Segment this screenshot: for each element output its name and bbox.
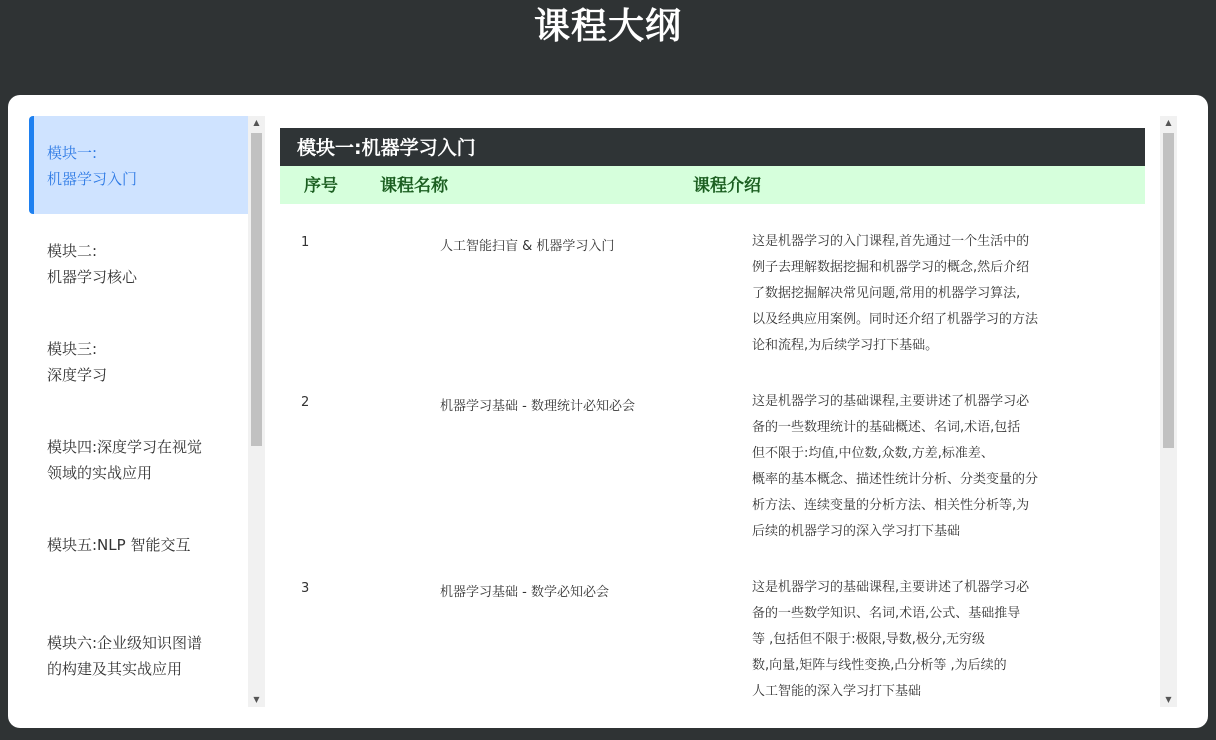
course-index: 1	[301, 235, 310, 250]
sidebar-scrollbar[interactable]	[248, 116, 265, 707]
sidebar-item-label: 深度学习	[47, 366, 108, 384]
sidebar-item-module-4[interactable]	[29, 410, 248, 508]
module-sidebar	[29, 116, 248, 707]
course-description: 这是机器学习的基础课程,主要讲述了机器学习必 备的一些数学知识、名词,术语,公式、基础推导 等 ,包括但不限于:极限,导数,极分,无穷级 数,向量,矩阵与线性变换,凸分析等 ,为后续的 人工智能的深入学习打下基础	[752, 580, 1030, 699]
course-name: 机器学习基础 - 数理统计必知必会	[440, 399, 635, 414]
sidebar-item-module-1[interactable]	[29, 116, 248, 214]
sidebar-item-label: 模块一:	[47, 144, 98, 162]
sidebar-item-module-6[interactable]	[29, 606, 248, 704]
sidebar-item-label: 模块六:企业级知识图谱	[47, 634, 203, 652]
sidebar-item-label: 机器学习入门	[47, 170, 138, 188]
sidebar-item-label: 机器学习核心	[47, 268, 138, 286]
column-header-name: 课程名称	[380, 176, 448, 196]
scroll-up-arrow-icon[interactable]: ▲	[253, 118, 260, 127]
course-description: 这是机器学习的基础课程,主要讲述了机器学习必 备的一些数理统计的基础概述、名词,术语,包括 但不限于:均值,中位数,众数,方差,标准差、 概率的基本概念、描述性统计分析、分类变量的分 析方法、连续变量的分析方法、相关性分析等,为 后续的机器学习的深入学习打下基础	[752, 394, 1039, 539]
course-outline-card	[8, 95, 1208, 728]
content-scroll-thumb[interactable]	[1163, 133, 1174, 448]
page-title: 课程大纲	[533, 6, 682, 47]
sidebar-item-module-2[interactable]	[29, 214, 248, 312]
sidebar-item-module-3[interactable]	[29, 312, 248, 410]
sidebar-item-label: 模块三:	[47, 340, 98, 358]
scroll-down-arrow-icon[interactable]: ▼	[1165, 695, 1172, 704]
column-header-intro: 课程介绍	[693, 176, 761, 196]
sidebar-item-label: 模块二:	[47, 242, 98, 260]
scroll-down-arrow-icon[interactable]: ▼	[253, 695, 260, 704]
sidebar-item-label: 的构建及其实战应用	[47, 660, 183, 678]
table-header	[280, 166, 1145, 204]
sidebar-item-label: 模块四:深度学习在视觉	[47, 438, 203, 456]
course-description: 这是机器学习的入门课程,首先通过一个生活中的 例子去理解数据挖掘和机器学习的概念,然后介绍 了数据挖掘解决常见问题,常用的机器学习算法, 以及经典应用案例。同时还介绍了机器学习的方法 论和流程,为后续学习打下基础。	[752, 234, 1039, 353]
module-title: 模块一:机器学习入门	[280, 128, 1145, 166]
course-name: 人工智能扫盲 & 机器学习入门	[440, 239, 615, 254]
course-name: 机器学习基础 - 数学必知必会	[440, 585, 609, 600]
sidebar-item-label: 领域的实战应用	[47, 464, 153, 482]
course-index: 2	[301, 395, 310, 410]
course-index: 3	[301, 581, 310, 596]
column-header-index: 序号	[304, 176, 338, 196]
scroll-up-arrow-icon[interactable]: ▲	[1165, 118, 1172, 127]
sidebar-item-label: 模块五:NLP 智能交互	[47, 536, 191, 554]
content-scrollbar[interactable]	[1160, 116, 1177, 707]
sidebar-item-module-5[interactable]	[29, 508, 248, 606]
module-content	[280, 116, 1145, 707]
sidebar-scroll-thumb[interactable]	[251, 133, 262, 446]
